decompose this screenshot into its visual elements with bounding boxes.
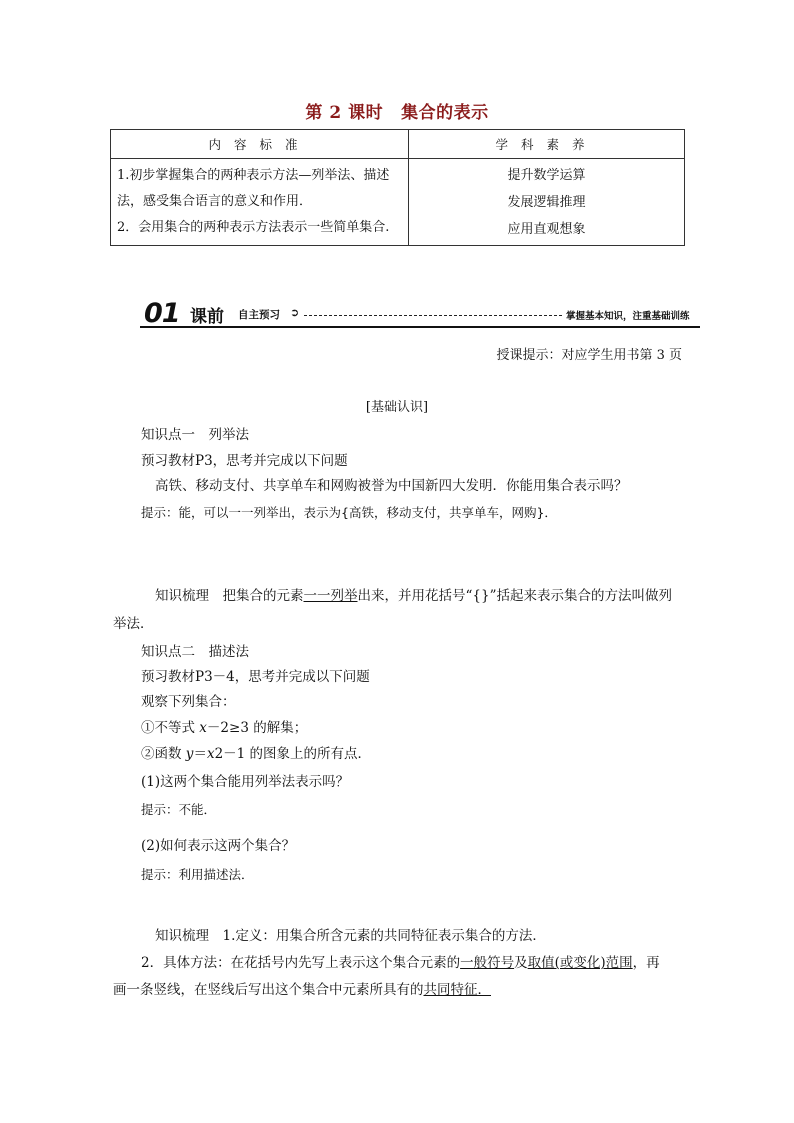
summary-label: 知识梳理 — [155, 928, 209, 944]
item2-x: x — [206, 746, 215, 762]
banner-sub-label: 自主预习 — [238, 309, 280, 321]
point2-item2 — [141, 742, 371, 762]
item1-text-b: －2≥3 的解集； — [206, 720, 308, 736]
subject-literacy-cell — [409, 159, 685, 246]
summary2-definition — [155, 924, 546, 944]
summary1-text-c: 举法． — [113, 616, 154, 632]
lesson-number: 第 2 课时 — [305, 103, 384, 123]
banner-number: 01 — [144, 298, 180, 329]
banner-slogan: 掌握基本知识，注重基础训练 — [566, 311, 690, 322]
summary1-text-a: 把集合的元素 — [222, 588, 304, 604]
summary2-def: 1.定义：用集合所含元素的共同特征表示集合的方法． — [222, 928, 546, 944]
content-standard-cell — [111, 159, 409, 246]
summary2-method-cont — [113, 978, 491, 998]
page-title — [0, 98, 794, 123]
point2-item1 — [141, 716, 307, 736]
summary2-method — [141, 951, 660, 971]
item2-text-a: ②函数 — [141, 746, 186, 762]
teaching-hint: 授课提示：对应学生用书第 3 页 — [496, 348, 682, 363]
item1-text-a: ①不等式 — [141, 720, 200, 736]
summary1-text-b: 出来，并用花括号“{}”括起来表示集合的方法叫做列 — [357, 588, 672, 604]
banner-label: 课前 — [190, 307, 224, 327]
method-keyword-3: 共同特征． — [423, 982, 491, 998]
point1-question: 高铁、移动支付、共享单车和网购被誉为中国新四大发明．你能用集合表示吗？ — [155, 478, 628, 494]
lesson-topic: 集合的表示 — [401, 103, 489, 123]
method-text-b: 及 — [514, 955, 528, 971]
item2-eq: ＝ — [193, 746, 207, 762]
point2-question1: (1)这两个集合能用列举法表示吗？ — [141, 774, 350, 790]
section-banner — [140, 296, 700, 330]
point2-hint2: 提示：利用描述法． — [141, 867, 254, 882]
summary-label: 知识梳理 — [155, 588, 209, 604]
point2-question2: (2)如何表示这两个集合？ — [141, 838, 296, 854]
summary1-text — [155, 584, 672, 604]
point2-heading: 知识点二 描述法 — [141, 644, 249, 660]
point2-observe: 观察下列集合： — [141, 694, 236, 710]
point2-preview: 预习教材P3－4，思考并完成以下问题 — [141, 669, 370, 685]
point1-hint: 提示：能，可以一一列举出，表示为{高铁，移动支付，共享单车，网购}． — [141, 505, 557, 520]
method-text-c: ，再 — [632, 955, 660, 971]
subject-literacy-header: 学科素养 — [409, 130, 685, 159]
banner-rule — [140, 326, 700, 328]
item2-text-b: 2－1 的图象上的所有点． — [214, 746, 372, 762]
point2-hint1: 提示：不能． — [141, 802, 217, 817]
item1-variable: x — [199, 720, 207, 736]
circled-arrow-icon: ➲ — [290, 306, 300, 319]
summary1-keyword: 一一列举 — [303, 588, 358, 604]
method-keyword-1: 一般符号 — [460, 955, 515, 971]
method-text-a: 2．具体方法：在花括号内先写上表示这个集合元素的 — [141, 955, 461, 971]
standards-table — [110, 129, 685, 246]
literacy-item: 应用直观想象 — [507, 221, 586, 237]
content-item: 1.初步掌握集合的两种表示方法—列举法、描述法，感受集合语言的意义和作用． — [117, 168, 390, 209]
dashed-divider — [304, 315, 562, 316]
content-item: 2．会用集合的两种表示方法表示一些简单集合. — [117, 220, 390, 235]
method-keyword-2: 取值(或变化)范围 — [527, 955, 633, 971]
literacy-item: 提升数学运算 — [507, 167, 586, 183]
content-standard-header: 内容标准 — [111, 130, 409, 159]
point1-heading: 知识点一 列举法 — [141, 427, 249, 443]
point1-preview: 预习教材P3，思考并完成以下问题 — [141, 453, 348, 469]
method-text-d: 画一条竖线，在竖线后写出这个集合中元素所具有的 — [113, 982, 424, 998]
item2-y: y — [185, 746, 194, 762]
section-title: [基础认识] — [365, 400, 429, 415]
literacy-item: 发展逻辑推理 — [507, 194, 586, 210]
